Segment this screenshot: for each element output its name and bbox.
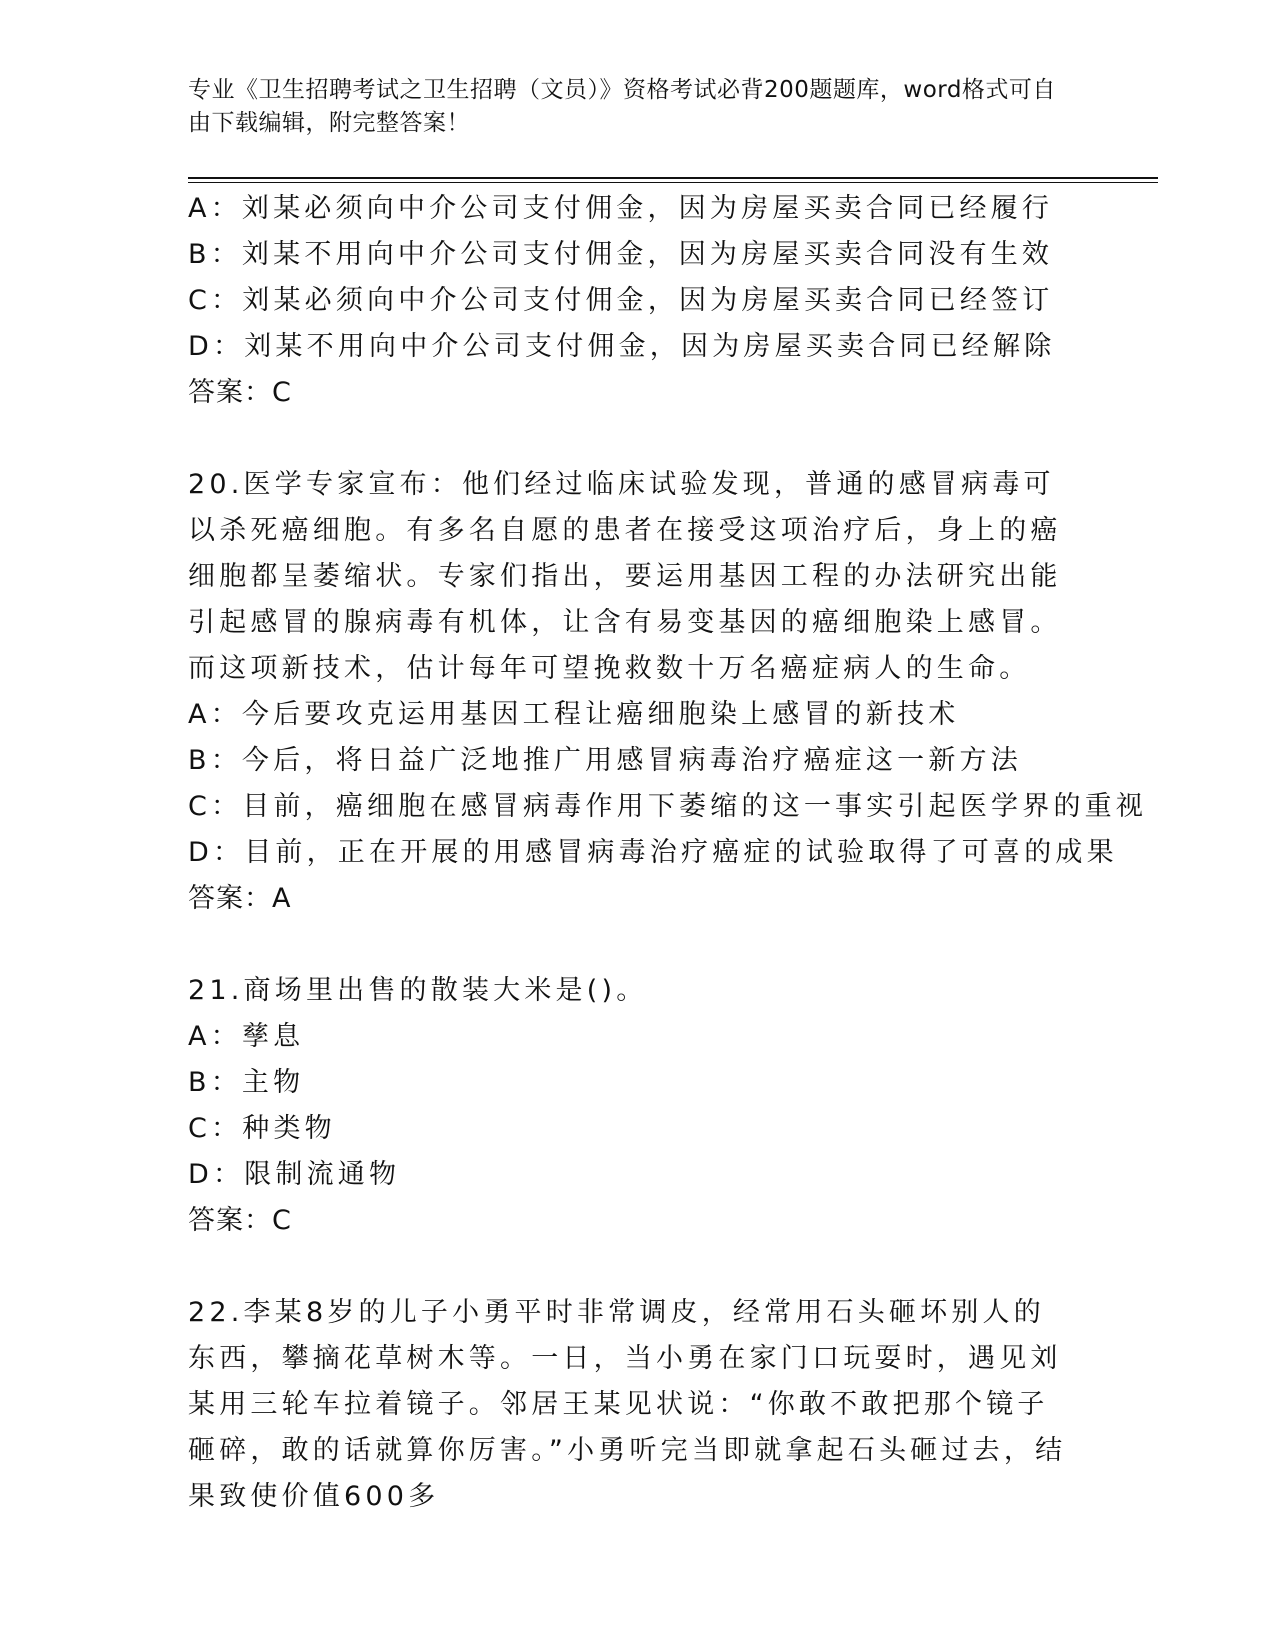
header-divider (188, 177, 1158, 183)
page-header: 专业《卫生招聘考试之卫生招聘（文员）》资格考试必背200题题库，word格式可自由下载编辑，附完整答案！ (188, 77, 1056, 136)
spacer (188, 922, 1088, 968)
option-a: A：刘某必须向中介公司支付佣金，因为房屋买卖合同已经履行 (188, 193, 1054, 224)
answer-line: 答案：C (188, 377, 292, 408)
option-b: B：刘某不用向中介公司支付佣金，因为房屋买卖合同没有生效 (188, 239, 1054, 270)
option-d: D：刘某不用向中介公司支付佣金，因为房屋买卖合同已经解除 (188, 331, 1056, 362)
document-body (188, 186, 1148, 1520)
option-c: C：刘某必须向中介公司支付佣金，因为房屋买卖合同已经签订 (188, 285, 1054, 316)
question-stem: 21.商场里出售的散装大米是()。 (188, 975, 648, 1006)
question-20-block (188, 462, 1148, 922)
option-a: A：今后要攻克运用基因工程让癌细胞染上感冒的新技术 (188, 699, 960, 730)
option-d: D：目前，正在开展的用感冒病毒治疗癌症的试验取得了可喜的成果 (188, 837, 1118, 868)
option-c: C：目前，癌细胞在感冒病毒作用下萎缩的这一事实引起医学界的重视 (188, 791, 1148, 822)
option-a: A：孳息 (188, 1021, 305, 1052)
question-19-block (188, 186, 1088, 416)
answer-line: 答案：C (188, 1205, 292, 1236)
question-stem: 20.医学专家宣布：他们经过临床试验发现，普通的感冒病毒可以杀死癌细胞。有多名自愿的患者在接受这项治疗后，身上的癌细胞都呈萎缩状。专家们指出，要运用基因工程的办法研究出能引起感冒的腺病毒有机体，让含有易变基因的癌细胞染上感冒。而这项新技术，估计每年可望挽救数十万名癌症病人的生命。 (188, 469, 1062, 684)
answer-line: 答案：A (188, 883, 292, 914)
option-b: B：主物 (188, 1067, 305, 1098)
spacer (188, 1244, 1088, 1290)
question-22-block (188, 1290, 1088, 1520)
option-c: C：种类物 (188, 1113, 336, 1144)
spacer (188, 416, 1088, 462)
question-stem: 22.李某8岁的儿子小勇平时非常调皮，经常用石头砸坏别人的东西，攀摘花草树木等。一日，当小勇在家门口玩耍时，遇见刘某用三轮车拉着镜子。邻居王某见状说：“你敢不敢把那个镜子砸碎，敢的话就算你厉害。”小勇听完当即就拿起石头砸过去，结果致使价值600多 (188, 1297, 1067, 1512)
question-21-block (188, 968, 1088, 1244)
option-b: B：今后，将日益广泛地推广用感冒病毒治疗癌症这一新方法 (188, 745, 1022, 776)
option-d: D：限制流通物 (188, 1159, 401, 1190)
